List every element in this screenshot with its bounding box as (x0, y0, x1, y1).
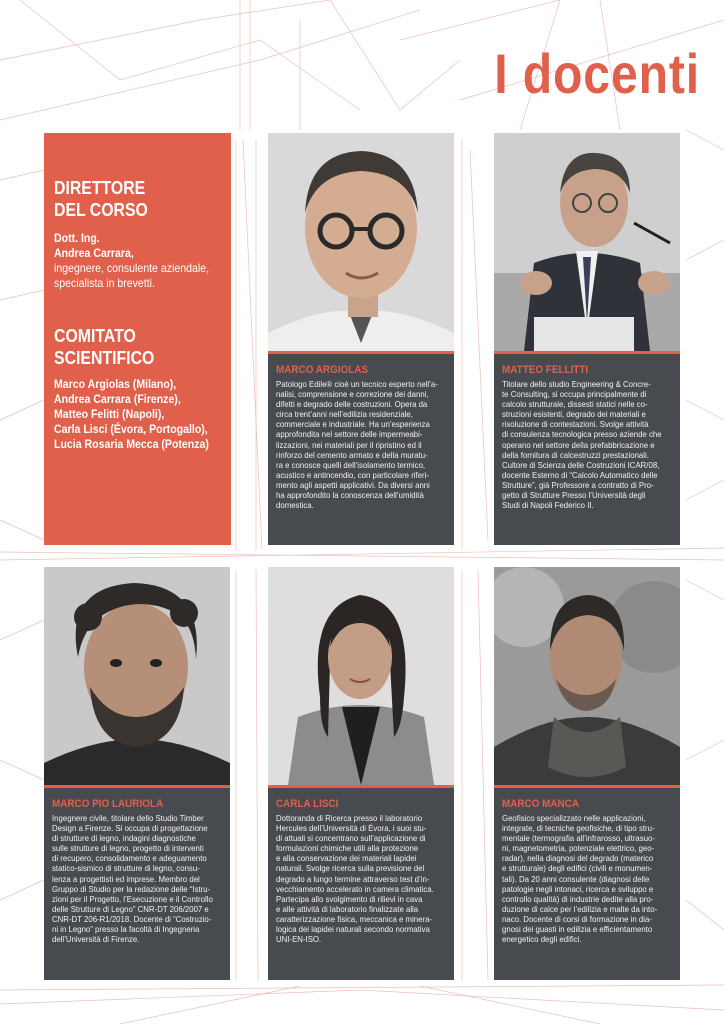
bio-line: zioni per il Progetto, l’Esecuzione e il Controllo (52, 893, 213, 904)
director-heading-2: DEL CORSO (54, 200, 148, 220)
bio-line: e alle attività di laboratorio finalizzate alla (276, 903, 419, 914)
teacher-bio (52, 813, 221, 944)
bio-line: risoluzione di contestazioni. Svolge attività (502, 419, 649, 430)
teacher-bio (502, 379, 671, 510)
bio-line: energetico degli edifici. (502, 934, 582, 945)
bio-line: Strutture”, già Professore a contratto di Pro- (502, 479, 654, 490)
bio-line: approfondita nel settore delle impermeabi- (276, 429, 423, 440)
bio-line: sulle strutture di legno, progetto di interventi (52, 843, 204, 854)
bio-line: duzione di calce per l’edilizia e malte da into- (502, 903, 658, 914)
director-description: ingegnere, consulente aziendale, (54, 261, 210, 275)
bio-line: rinforzo del cemento armato e della muratu- (276, 449, 428, 460)
teacher-card (268, 567, 454, 980)
director-heading: DIRETTORE (54, 178, 146, 198)
bio-line: nalisi, comprensione e correzione dei danni, (276, 389, 429, 400)
bio-line: UNI-EN-ISO. (276, 934, 322, 945)
bio-line: commerciale e industriale. Ha un’esperienza (276, 419, 430, 430)
bio-line: gnosi dei guasti in edilizia e efficientamento (502, 924, 653, 935)
bio-line: e strutturale) degli edifici (civili e monumen- (502, 863, 653, 874)
director-name: Andrea Carrara, (54, 246, 134, 260)
bio-line: calcolo strutturale, dissesti statici nelle co- (502, 399, 648, 410)
bio-line: Hercules dell’Università di Évora, i suoi stu- (276, 823, 427, 834)
bio-line: getto di Strutture Presso l’Università degli (502, 490, 646, 501)
bio-line: Dottoranda di Ricerca presso il laboratorio (276, 813, 423, 823)
teacher-name: CARLA LISCI (276, 798, 339, 810)
bio-line: radar), nella diagnosi del degrado (materico (502, 853, 654, 864)
teacher-photo (494, 133, 680, 351)
photo-divider (494, 351, 680, 354)
bio-line: patologie negli intonaci, ricerca e sviluppo e (502, 883, 654, 894)
bio-line: ha approfondito la conoscenza dell’umidità (276, 490, 424, 501)
bio-line: mento agli aspetti applicativi. Da diversi anni (276, 479, 430, 490)
committee-member: Marco Argiolas (Milano), (54, 377, 177, 391)
teacher-bio (502, 813, 671, 944)
bio-line: difetti e degrado delle costruzioni. Opera da (276, 399, 428, 410)
bio-line: lenza a progettisti ed imprese. Membro del (52, 873, 200, 884)
bio-line: te Consulting, si occupa principalmente di (502, 389, 647, 400)
page-title: I docenti (494, 42, 700, 105)
teacher-card (268, 133, 454, 545)
teacher-photo (268, 567, 454, 785)
bio-line: Studi di Napoli Federico II. (502, 500, 594, 511)
bio-line: Partecipa allo svolgimento di rilievi in cava (276, 893, 423, 904)
bio-line: ni in Legno” presso la facoltà di Ingegneria (52, 924, 200, 935)
bio-line: Ingegnere civile, titolare dello Studio Timber (52, 813, 204, 823)
bio-line: di strutture di legno, indagini diagnostiche (52, 833, 196, 844)
bio-line: caratterizzazione fisica, meccanica e minera- (276, 913, 433, 924)
bio-line: Patologo Edile® cioè un tecnico esperto nell’a- (276, 379, 438, 389)
bio-line: docente Esterno di “Calcolo Automatico delle (502, 469, 658, 480)
bio-line: ra e conosce quelli dell’isolamento termico, (276, 459, 426, 470)
bio-line: vecchiamento accelerato in camera climatica. (276, 883, 434, 894)
bio-line: CNR-DT 206-R1/2018. Docente di “Costruzio- (52, 913, 212, 924)
bio-line: logica dei lapidei naturali secondo normativa (276, 924, 430, 935)
director-title: Dott. Ing. (54, 231, 100, 245)
photo-divider (44, 785, 230, 788)
bio-line: di attuali si concentrano sull’applicazione di (276, 833, 426, 844)
bio-line: delle Strutture di Legno” CNR-DT 206/2007 e (52, 903, 209, 914)
photo-divider (494, 785, 680, 788)
bio-line: formulazioni chimiche utili alla protezione (276, 843, 419, 854)
committee-heading: COMITATO (54, 326, 136, 346)
bio-line: acustico e antincendio, con particolare riferi- (276, 469, 430, 480)
bio-line: degrado a lungo termine attraverso test d’in- (276, 873, 430, 884)
bio-line: naturali. Svolge ricerca sulla previsione del (276, 863, 425, 874)
bio-line: ni, magnetometria, potenziale elettrico, geo- (502, 843, 655, 854)
committee-member: Andrea Carrara (Firenze), (54, 392, 181, 406)
bio-line: Gruppo di Studio per la redazione delle “Istru- (52, 883, 211, 894)
bio-line: di consulenza tecnologica presso aziende che (502, 429, 662, 440)
bio-line: integrate, di tecniche geofisiche, di tipo stru- (502, 823, 655, 834)
teacher-name: MARCO MANCA (502, 798, 579, 810)
teacher-bio (276, 813, 445, 944)
committee-member: Matteo Felitti (Napoli), (54, 407, 165, 421)
teacher-name: MARCO ARGIOLAS (276, 364, 369, 376)
teacher-card (44, 567, 230, 980)
bio-line: di recupero, consolidamento e adeguamento (52, 853, 207, 864)
committee-member: Carla Lisci (Évora, Portogallo), (54, 422, 208, 436)
bio-line: domestica. (276, 500, 314, 511)
teacher-name: MARCO PIO LAURIOLA (52, 798, 164, 810)
bio-line: tali). Da 20 anni consulente (diagnosi delle (502, 873, 650, 884)
teacher-bio (276, 379, 445, 510)
committee-heading-2: SCIENTIFICO (54, 348, 155, 368)
bio-line: struzioni esistenti, degrado dei materiali e (502, 409, 646, 420)
bio-line: lizzazioni, nei materiali per il ripristino ed il (276, 439, 422, 450)
bio-line: dell’Università di Firenze. (52, 934, 140, 945)
bio-line: operano nel settore della prefabbricazione e (502, 439, 655, 450)
bio-line: statico-sismico di strutture di legno, consu- (52, 863, 200, 874)
teacher-photo (268, 133, 454, 351)
bio-line: Cultore di Scienza delle Costruzioni ICAR/08, (502, 459, 660, 470)
director-committee-panel (44, 133, 231, 545)
committee-member: Lucia Rosaria Mecca (Potenza) (54, 437, 209, 451)
photo-divider (268, 785, 454, 788)
bio-line: naco. Docente di corsi di formazione in dia- (502, 913, 652, 924)
teacher-card (494, 567, 680, 980)
bio-line: controllo qualità) di industrie dedite alla pro- (502, 893, 654, 904)
director-description-2: specialista in brevetti. (54, 276, 155, 290)
photo-divider (268, 351, 454, 354)
bio-line: Design a Firenze. Si occupa di progettazione (52, 823, 208, 834)
bio-line: Titolare dello studio Engineering & Concre- (502, 379, 651, 389)
bio-line: circa trent’anni nell’edilizia residenziale, (276, 409, 413, 420)
teacher-name: MATTEO FELLITTI (502, 364, 589, 376)
bio-line: Geofisico specializzato nelle applicazioni, (502, 813, 646, 823)
teacher-photo (44, 567, 230, 785)
teacher-card (494, 133, 680, 545)
bio-line: e alla conservazione dei materiali lapidei (276, 853, 417, 864)
bio-line: mentale (termografia all’infrarosso, ultrasuo- (502, 833, 655, 844)
teacher-photo (494, 567, 680, 785)
bio-line: della fornitura di calcestruzzi prestazionali. (502, 449, 649, 460)
